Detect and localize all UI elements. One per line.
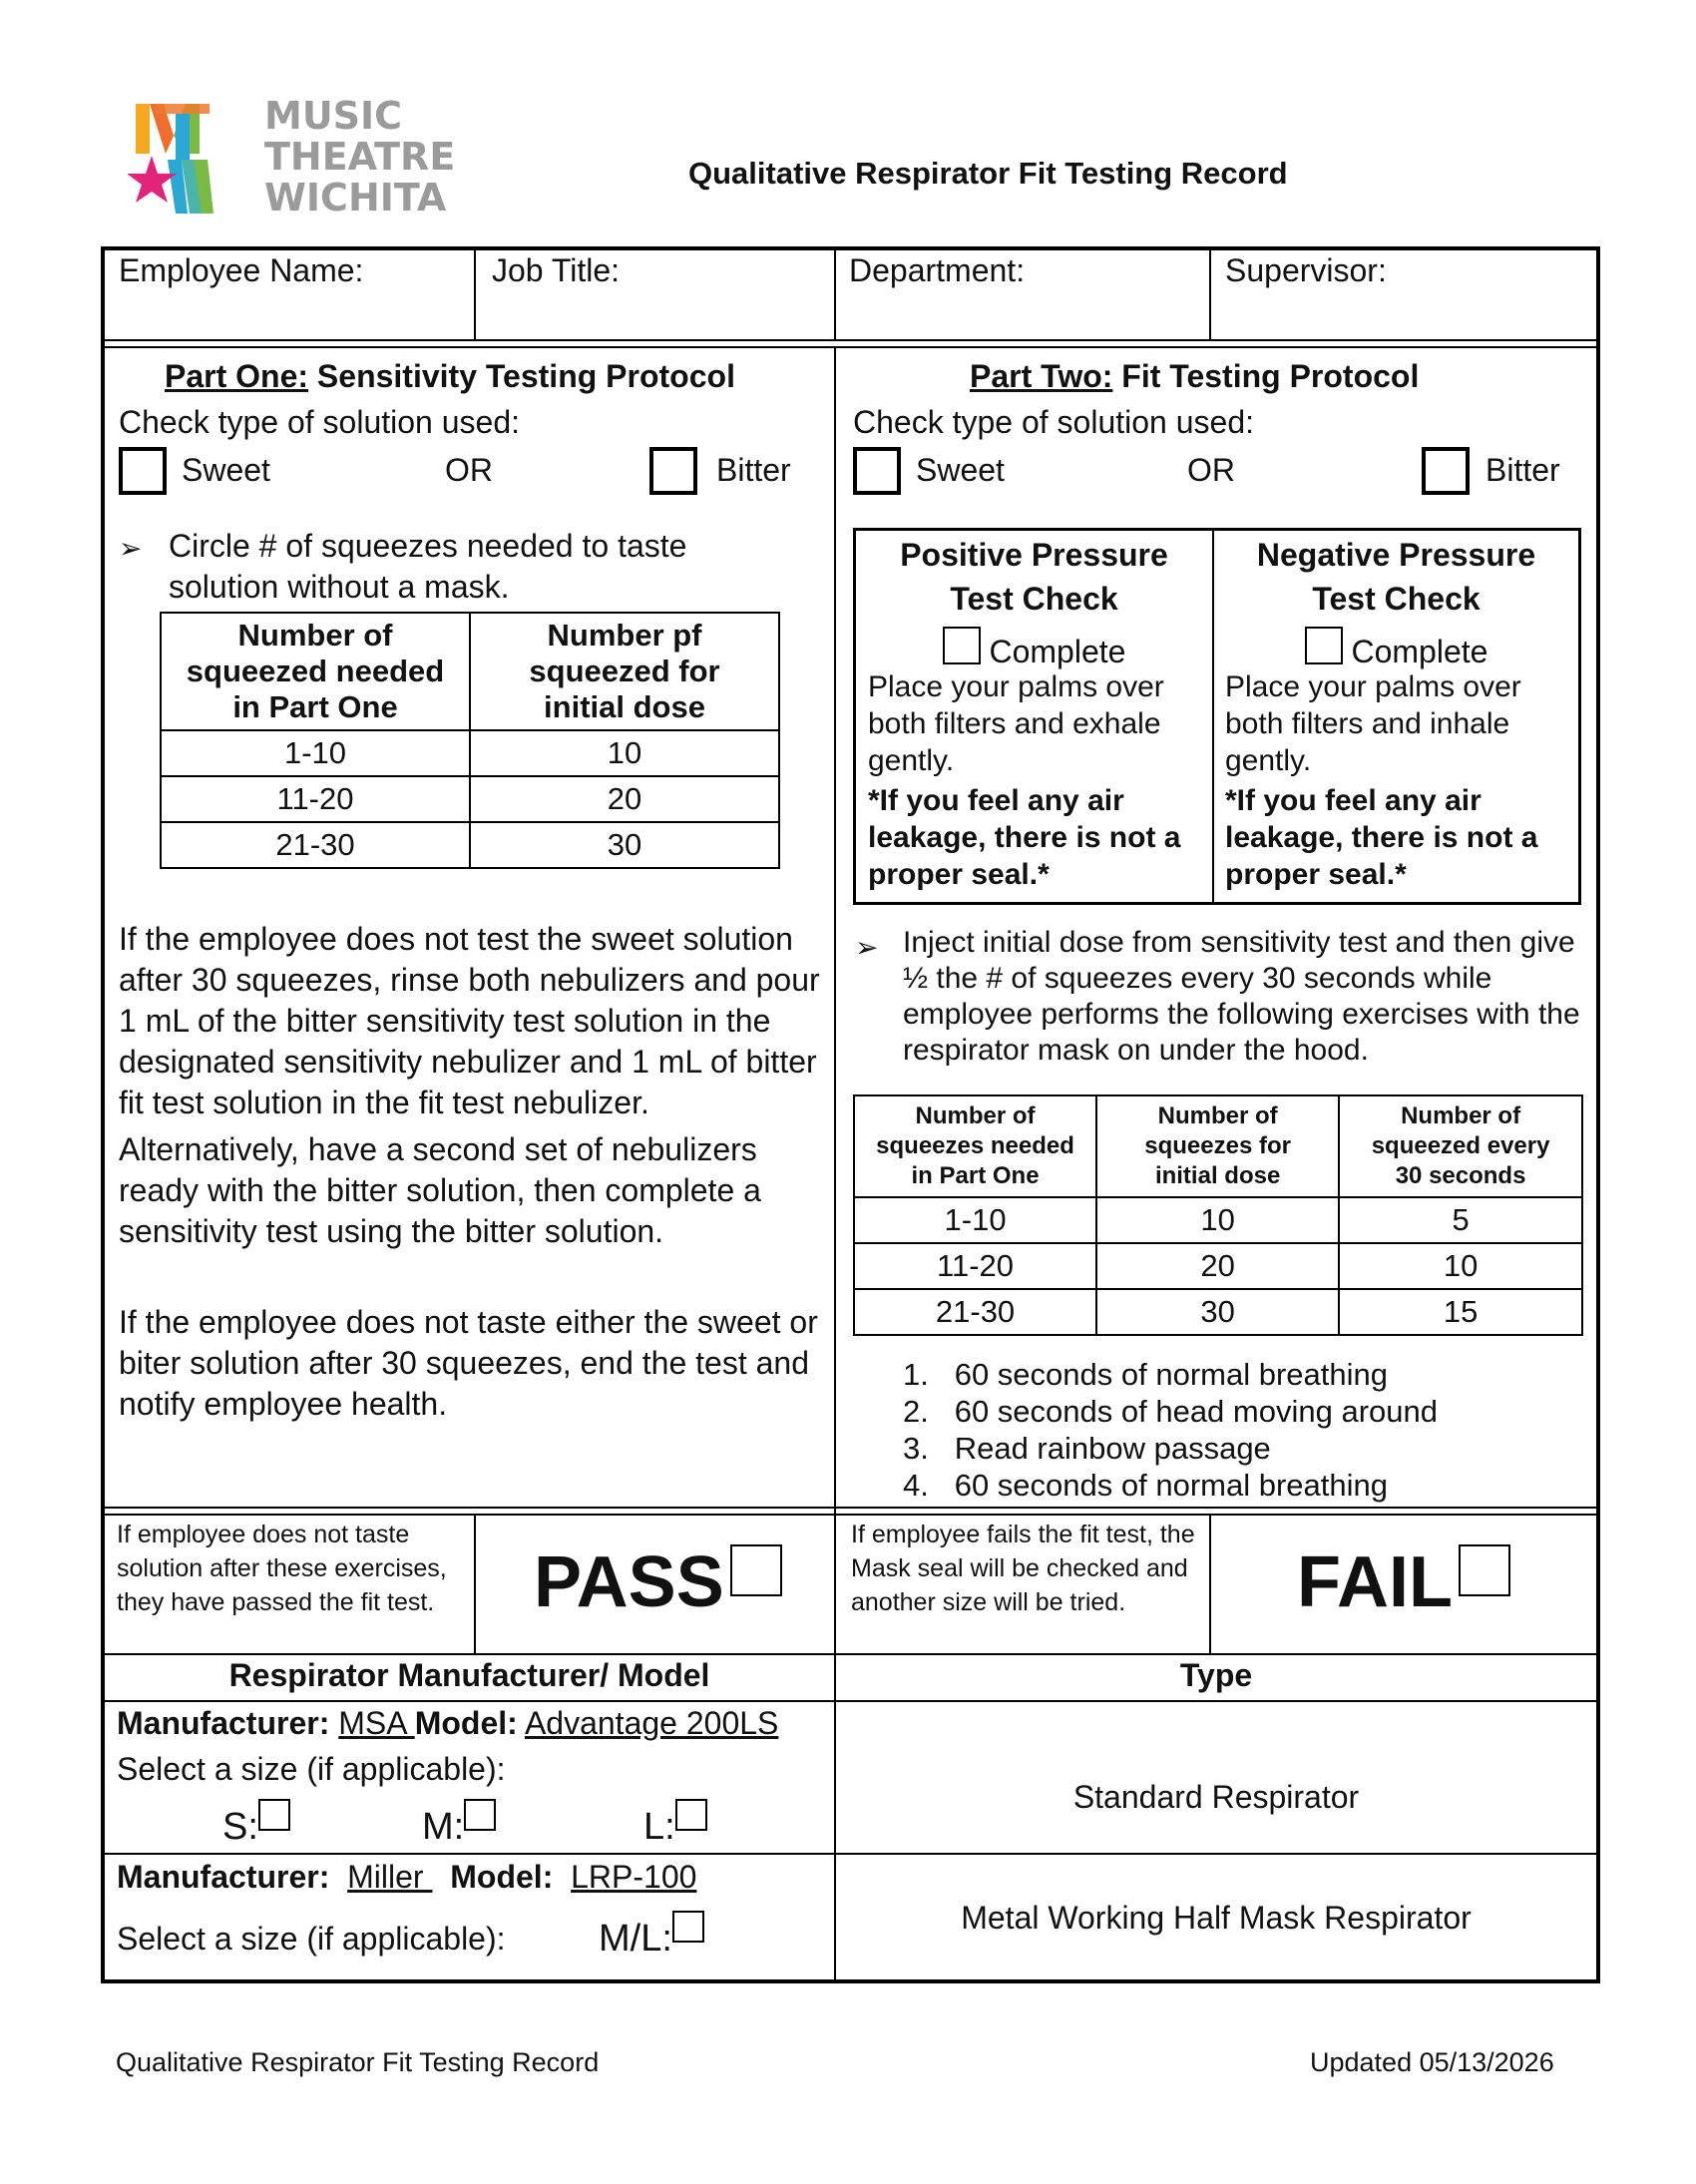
document-title: Qualitative Respirator Fit Testing Record xyxy=(688,156,1288,191)
fail-checkbox[interactable]: FAIL xyxy=(1297,1542,1510,1622)
size-label: Select a size (if applicable): xyxy=(117,1921,506,1957)
exercise-list xyxy=(903,1356,1438,1504)
list-item: 1. 60 seconds of normal breathing xyxy=(903,1357,1388,1392)
part-two-squeeze-table xyxy=(853,1094,1583,1336)
table-cell: 30 xyxy=(1096,1289,1339,1335)
part-one-para-2: Alternatively, have a second set of nebulizers ready with the bitter solution, then complete a sensitivity test using the bitter solution. xyxy=(119,1131,761,1249)
respirator-row-1: Manufacturer: MSA Model: Advantage 200LS xyxy=(117,1705,779,1741)
table-cell[interactable]: 11-20 xyxy=(161,776,470,822)
logo-text: MUSIC THEATRE WICHITA xyxy=(264,94,456,219)
employee-name-field[interactable]: Employee Name: xyxy=(119,252,364,288)
negative-pressure-warning: *If you feel any air leakage, there is not a proper seal.* xyxy=(1225,784,1538,891)
table-cell: 10 xyxy=(1096,1197,1339,1243)
part-two-bitter-label: Bitter xyxy=(1485,452,1560,488)
negative-pressure-title: Negative Pressure xyxy=(1256,537,1536,573)
part-one-heading: Part One: Sensitivity Testing Protocol xyxy=(165,358,735,394)
table-cell: 10 xyxy=(470,730,779,776)
part-one-or-label: OR xyxy=(445,452,493,488)
part-one-bullet: Circle # of squeezes needed to taste solution without a mask. xyxy=(169,528,687,605)
respirator-type-header: Type xyxy=(1179,1657,1253,1693)
pass-note: If employee does not taste solution after these exercises, they have passed the fit test. xyxy=(117,1521,447,1616)
negative-pressure-subtitle: Test Check xyxy=(1312,581,1481,617)
list-item: 3. Read rainbow passage xyxy=(903,1431,1271,1466)
size-label: Select a size (if applicable): xyxy=(117,1751,506,1787)
respirator-type-1: Standard Respirator xyxy=(1072,1779,1360,1815)
part-two-or-label: OR xyxy=(1187,452,1235,488)
positive-pressure-subtitle: Test Check xyxy=(950,581,1118,617)
table-cell: 21-30 xyxy=(854,1289,1096,1335)
footer-right: Updated 05/13/2026 xyxy=(1310,2047,1554,2077)
bullet-arrow-icon: ➢ xyxy=(119,533,143,564)
table-header: Number of squeezed needed in Part One xyxy=(161,613,470,730)
part-one-para-3: If the employee does not taste either the sweet or biter solution after 30 squeezes, end the test and notify employee health. xyxy=(119,1304,818,1422)
table-cell: 20 xyxy=(1096,1243,1339,1289)
positive-pressure-title: Positive Pressure xyxy=(900,537,1168,573)
table-header: Number of squeezes needed in Part One xyxy=(854,1095,1096,1197)
part-two-bullet: Inject initial dose from sensitivity test and then give ½ the # of squeezes every 30 seconds while employee performs the following exercises with the respirator mask on under the hood. xyxy=(903,926,1580,1067)
bullet-arrow-icon: ➢ xyxy=(855,932,879,963)
table-header: Number of squeezes for initial dose xyxy=(1096,1095,1339,1197)
part-two-sweet-label: Sweet xyxy=(916,452,1005,488)
pass-checkbox[interactable]: PASS xyxy=(534,1542,782,1622)
table-cell: 11-20 xyxy=(854,1243,1096,1289)
part-two-check-label: Check type of solution used: xyxy=(853,404,1255,440)
size-ml-checkbox[interactable]: M/L: xyxy=(599,1911,704,1959)
department-field[interactable]: Department: xyxy=(849,252,1026,288)
table-header: Number pf squeezed for initial dose xyxy=(470,613,779,730)
fit-test-form xyxy=(101,246,1600,1983)
part-two-heading: Part Two: Fit Testing Protocol xyxy=(970,358,1420,394)
pressure-check-panel xyxy=(853,528,1581,905)
respirator-model-header: Respirator Manufacturer/ Model xyxy=(228,1657,710,1693)
part-one-sweet-label: Sweet xyxy=(182,452,270,488)
size-m-checkbox[interactable]: M: xyxy=(422,1799,496,1847)
size-s-checkbox[interactable]: S: xyxy=(222,1799,290,1847)
list-item: 2. 60 seconds of head moving around xyxy=(903,1394,1438,1429)
part-one-check-label: Check type of solution used: xyxy=(119,404,521,440)
table-cell: 1-10 xyxy=(854,1197,1096,1243)
negative-complete-checkbox[interactable]: Complete xyxy=(1214,627,1578,671)
list-item: 4. 60 seconds of normal breathing xyxy=(903,1468,1388,1503)
part-one-squeeze-table xyxy=(160,612,780,869)
part-one-sweet-checkbox[interactable] xyxy=(119,447,167,495)
table-cell[interactable]: 21-30 xyxy=(161,822,470,868)
fail-note: If employee fails the fit test, the Mask seal will be checked and another size will be tried. xyxy=(851,1521,1195,1616)
table-cell: 30 xyxy=(470,822,779,868)
positive-pressure-warning: *If you feel any air leakage, there is not a proper seal.* xyxy=(868,784,1181,891)
positive-pressure-text: Place your palms over both filters and exhale gently. xyxy=(868,670,1164,777)
table-cell: 10 xyxy=(1339,1243,1582,1289)
footer-left: Qualitative Respirator Fit Testing Record xyxy=(116,2047,600,2077)
table-cell: 20 xyxy=(470,776,779,822)
table-header: Number of squeezed every 30 seconds xyxy=(1339,1095,1582,1197)
negative-pressure-text: Place your palms over both filters and inhale gently. xyxy=(1225,670,1521,777)
table-cell: 5 xyxy=(1339,1197,1582,1243)
respirator-row-2: Manufacturer: Miller Model: LRP-100 xyxy=(117,1859,697,1895)
part-two-bitter-checkbox[interactable] xyxy=(1422,447,1470,495)
positive-complete-checkbox[interactable]: Complete xyxy=(856,627,1212,671)
part-two-sweet-checkbox[interactable] xyxy=(853,447,901,495)
size-l-checkbox[interactable]: L: xyxy=(643,1799,707,1847)
part-one-bitter-checkbox[interactable] xyxy=(649,447,697,495)
part-one-bitter-label: Bitter xyxy=(716,452,791,488)
job-title-field[interactable]: Job Title: xyxy=(492,252,621,288)
respirator-type-2: Metal Working Half Mask Respirator xyxy=(961,1900,1472,1936)
table-cell[interactable]: 1-10 xyxy=(161,730,470,776)
supervisor-field[interactable]: Supervisor: xyxy=(1225,252,1387,288)
table-cell: 15 xyxy=(1339,1289,1582,1335)
part-one-para-1: If the employee does not test the sweet solution after 30 squeezes, rinse both nebulizers and pour 1 mL of the bitter sensitivity test solution in the designated sensitivity nebulizer and 1 mL of bitter fit test solution in the fit test nebulizer. xyxy=(119,921,820,1120)
